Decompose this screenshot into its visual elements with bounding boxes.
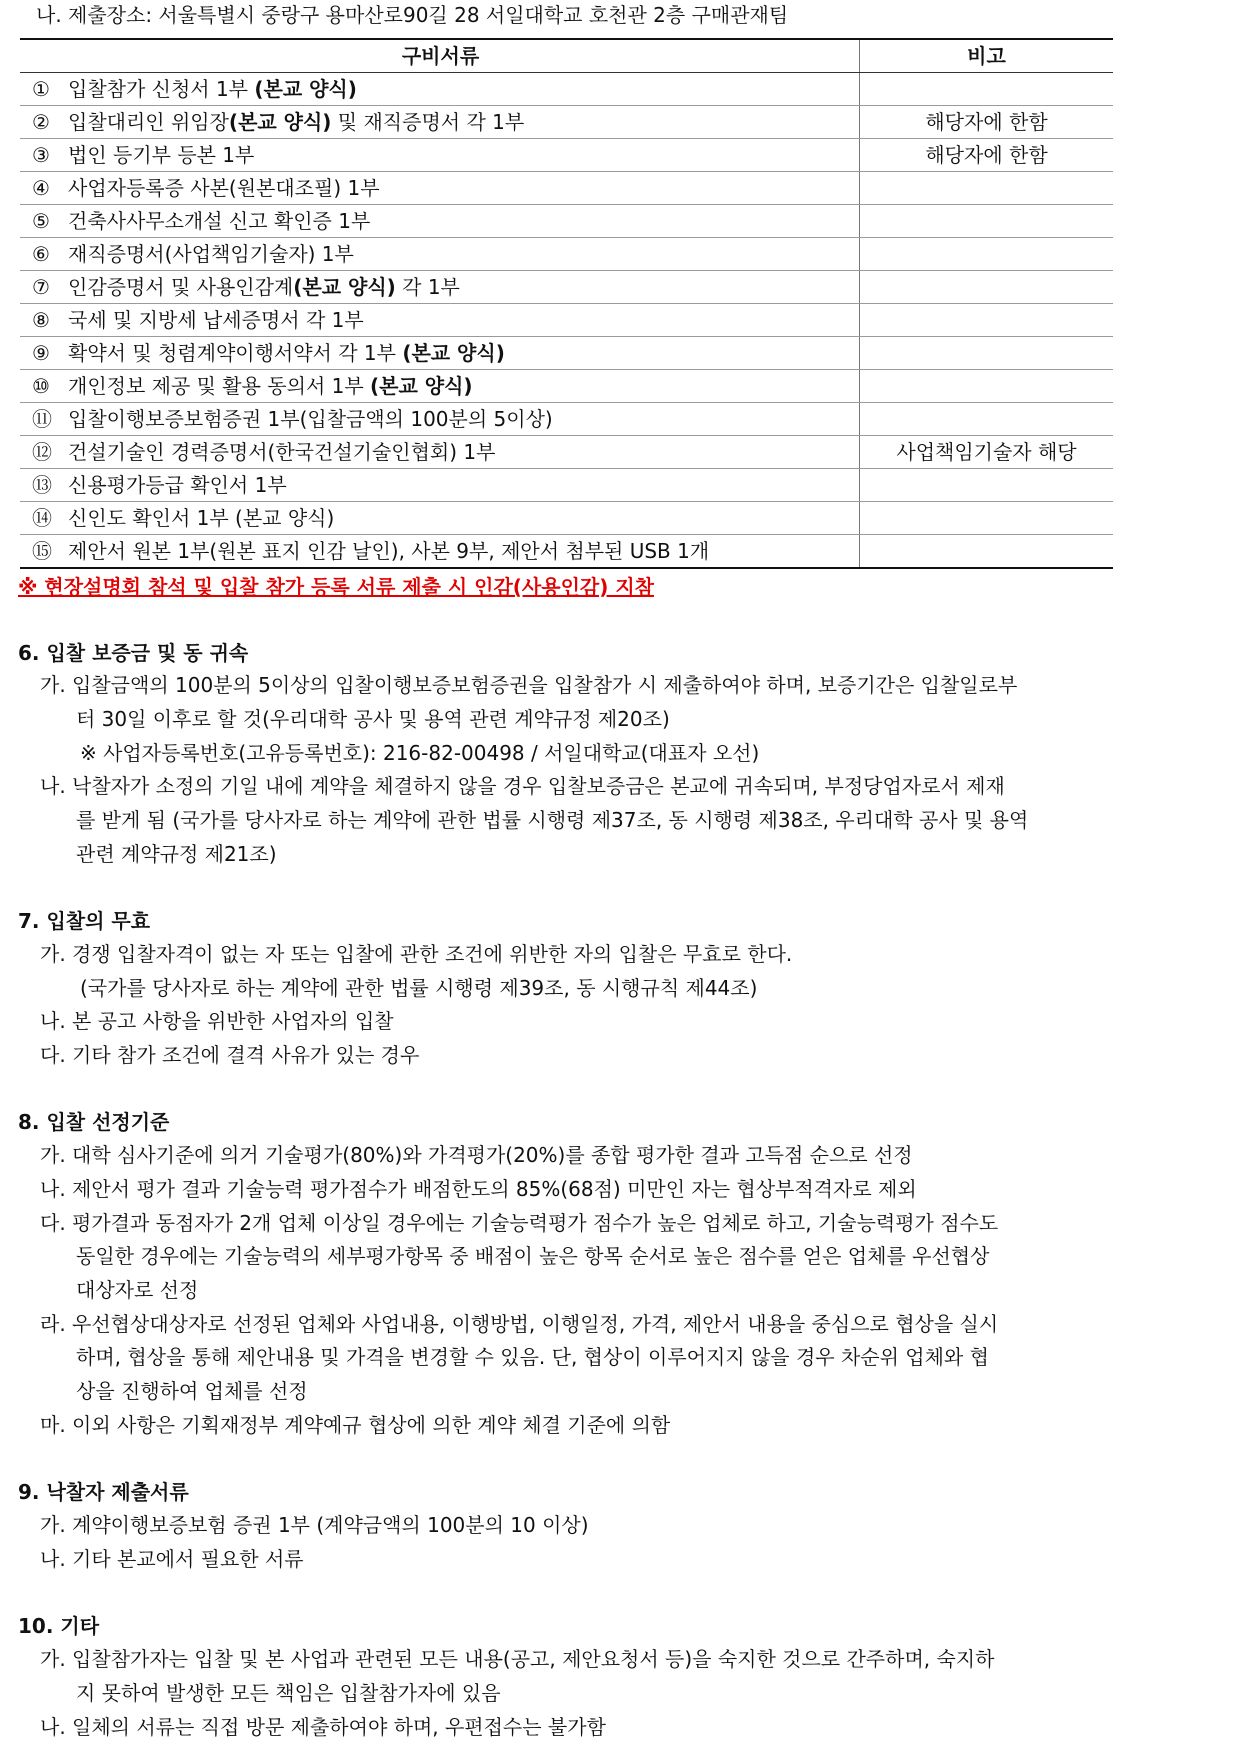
section-8-line: 라. 우선협상대상자로 선정된 업체와 사업내용, 이행방법, 이행일정, 가격, 제안서 내용을 중심으로 협상을 실시 (40, 1312, 999, 1336)
item-text: 인감증명서 및 사용인감계 (68, 275, 294, 299)
remark-cell (860, 73, 1114, 106)
document-cell (20, 403, 860, 436)
section-10-line: 나. 일체의 서류는 직접 방문 제출하여야 하며, 우편접수는 불가함 (40, 1715, 606, 1739)
item-form-note: (본교 양식) (228, 110, 332, 134)
item-number: ⑮ (32, 539, 52, 563)
section-6-line: 를 받게 됨 (국가를 당사자로 하는 계약에 관한 법률 시행령 제37조, 동 시행령 제38조, 우리대학 공사 및 용역 (76, 808, 1029, 832)
table-row (20, 139, 1113, 172)
section-6-line: ※ 사업자등록번호(고유등록번호): 216-82-00498 / 서일대학교(대표자 오선) (80, 741, 760, 765)
document-cell (20, 271, 860, 304)
document-cell (20, 139, 860, 172)
remark-cell (860, 271, 1114, 304)
remark-cell: 사업책임기술자 해당 (860, 436, 1114, 469)
item-text: 입찰이행보증보험증권 1부(입찰금액의 100분의 5이상) (68, 407, 553, 431)
document-cell (20, 106, 860, 139)
item-text-tail: 각 1부 (395, 275, 460, 299)
item-text: 신용평가등급 확인서 1부 (68, 473, 287, 497)
table-row (20, 337, 1113, 370)
item-text: 제안서 원본 1부(원본 표지 인감 날인), 사본 9부, 제안서 첨부된 USB 1개 (68, 539, 710, 563)
item-number: ⑦ (32, 275, 50, 299)
table-row (20, 469, 1113, 502)
item-number: ⑥ (32, 242, 50, 266)
item-text: 신인도 확인서 1부 (본교 양식) (68, 506, 335, 530)
header-documents: 구비서류 (20, 39, 860, 73)
section-8-line: 대상자로 선정 (76, 1278, 199, 1302)
section-9-line: 나. 기타 본교에서 필요한 서류 (40, 1547, 304, 1571)
section-8-line: 동일한 경우에는 기술능력의 세부평가항목 중 배점이 높은 항목 순서로 높은 점수를 얻은 업체를 우선협상 (76, 1244, 990, 1268)
remark-cell (860, 337, 1114, 370)
section-10-line: 가. 입찰참가자는 입찰 및 본 사업과 관련된 모든 내용(공고, 제안요청서 등)을 숙지한 것으로 간주하며, 숙지하 (40, 1647, 995, 1671)
section-8-line: 상을 진행하여 업체를 선정 (76, 1379, 308, 1403)
document-cell (20, 535, 860, 569)
section-7-title: 7. 입찰의 무효 (18, 909, 151, 933)
table-row (20, 502, 1113, 535)
table-row (20, 205, 1113, 238)
section-6-line: 가. 입찰금액의 100분의 5이상의 입찰이행보증보험증권을 입찰참가 시 제출하여야 하며, 보증기간은 입찰일로부 (40, 673, 1018, 697)
table-row (20, 436, 1113, 469)
remark-cell (860, 502, 1114, 535)
item-text: 건축사사무소개설 신고 확인증 1부 (68, 209, 371, 233)
remark-cell (860, 238, 1114, 271)
item-number: ⑪ (32, 407, 52, 431)
item-text: 법인 등기부 등본 1부 (68, 143, 255, 167)
remark-cell: 해당자에 한함 (860, 139, 1114, 172)
section-7-line: 다. 기타 참가 조건에 결격 사유가 있는 경우 (40, 1043, 420, 1067)
section-6-line: 관련 계약규정 제21조) (76, 842, 277, 866)
document-cell (20, 436, 860, 469)
seal-notice: ※ 현장설명회 참석 및 입찰 참가 등록 서류 제출 시 인감(사용인감) 지참 (18, 575, 654, 599)
remark-cell (860, 403, 1114, 436)
table-row (20, 106, 1113, 139)
item-text: 개인정보 제공 및 활용 동의서 1부 (68, 374, 371, 398)
header-remarks: 비고 (860, 39, 1114, 73)
section-10-title: 10. 기타 (18, 1614, 100, 1638)
remark-cell (860, 535, 1114, 569)
table-row (20, 370, 1113, 403)
table-row (20, 304, 1113, 337)
table-row (20, 238, 1113, 271)
item-text-tail: 및 재직증명서 각 1부 (331, 110, 525, 134)
document-cell (20, 73, 860, 106)
item-number: ② (32, 110, 50, 134)
section-8-line: 나. 제안서 평가 결과 기술능력 평가점수가 배점한도의 85%(68점) 미만인 자는 협상부적격자로 제외 (40, 1177, 917, 1201)
section-8-line: 다. 평가결과 동점자가 2개 업체 이상일 경우에는 기술능력평가 점수가 높은 업체로 하고, 기술능력평가 점수도 (40, 1211, 999, 1235)
item-number: ① (32, 77, 50, 101)
document-cell (20, 205, 860, 238)
document-cell (20, 469, 860, 502)
item-text: 입찰대리인 위임장 (68, 110, 229, 134)
document-cell (20, 370, 860, 403)
item-number: ⑨ (32, 341, 50, 365)
remark-cell: 해당자에 한함 (860, 106, 1114, 139)
remark-cell (860, 304, 1114, 337)
item-number: ③ (32, 143, 50, 167)
section-8-line: 마. 이외 사항은 기획재정부 계약예규 협상에 의한 계약 체결 기준에 의함 (40, 1413, 671, 1437)
remark-cell (860, 172, 1114, 205)
item-number: ⑬ (32, 473, 52, 497)
table-row (20, 73, 1113, 106)
document-cell (20, 172, 860, 205)
section-9-line: 가. 계약이행보증보험 증권 1부 (계약금액의 100분의 10 이상) (40, 1513, 589, 1537)
item-text: 재직증명서(사업책임기술자) 1부 (68, 242, 354, 266)
section-10-line: 지 못하여 발생한 모든 책임은 입찰참가자에 있음 (76, 1681, 501, 1705)
remark-cell (860, 370, 1114, 403)
submission-place: 나. 제출장소: 서울특별시 중랑구 용마산로90길 28 서일대학교 호천관 2층 구매관재팀 (36, 3, 789, 27)
section-7-line: 가. 경쟁 입찰자격이 없는 자 또는 입찰에 관한 조건에 위반한 자의 입찰은 무효로 한다. (40, 942, 793, 966)
item-number: ⑤ (32, 209, 50, 233)
item-number: ⑫ (32, 440, 52, 464)
item-form-note: (본교 양식) (254, 77, 357, 101)
table-row (20, 271, 1113, 304)
section-9-title: 9. 낙찰자 제출서류 (18, 1480, 189, 1504)
item-text: 확약서 및 청렴계약이행서약서 각 1부 (68, 341, 403, 365)
item-number: ⑩ (32, 374, 50, 398)
item-form-note: (본교 양식) (370, 374, 473, 398)
section-8-line: 하며, 협상을 통해 제안내용 및 가격을 변경할 수 있음. 단, 협상이 이루어지지 않을 경우 차순위 업체와 협 (76, 1345, 989, 1369)
item-number: ⑭ (32, 506, 52, 530)
document-cell (20, 304, 860, 337)
table-row (20, 535, 1113, 569)
section-8-title: 8. 입찰 선정기준 (18, 1110, 170, 1134)
section-6-line: 나. 낙찰자가 소정의 기일 내에 계약을 체결하지 않을 경우 입찰보증금은 본교에 귀속되며, 부정당업자로서 제재 (40, 774, 1005, 798)
item-form-note: (본교 양식) (293, 275, 396, 299)
table-header-row (20, 39, 1113, 73)
item-text: 국세 및 지방세 납세증명서 각 1부 (68, 308, 364, 332)
document-cell (20, 502, 860, 535)
document-cell (20, 238, 860, 271)
document-cell (20, 337, 860, 370)
item-text: 입찰참가 신청서 1부 (68, 77, 255, 101)
section-6-title: 6. 입찰 보증금 및 동 귀속 (18, 641, 249, 665)
table-row (20, 403, 1113, 436)
section-7-line: (국가를 당사자로 하는 계약에 관한 법률 시행령 제39조, 동 시행규칙 제44조) (80, 976, 758, 1000)
remark-cell (860, 469, 1114, 502)
item-number: ④ (32, 176, 50, 200)
item-text: 사업자등록증 사본(원본대조필) 1부 (68, 176, 380, 200)
section-7-line: 나. 본 공고 사항을 위반한 사업자의 입찰 (40, 1009, 394, 1033)
item-number: ⑧ (32, 308, 50, 332)
table-row (20, 172, 1113, 205)
section-8-line: 가. 대학 심사기준에 의거 기술평가(80%)와 가격평가(20%)를 종합 평가한 결과 고득점 순으로 선정 (40, 1143, 913, 1167)
required-documents-table (20, 38, 1113, 569)
item-text: 건설기술인 경력증명서(한국건설기술인협회) 1부 (68, 440, 496, 464)
item-form-note: (본교 양식) (402, 341, 505, 365)
remark-cell (860, 205, 1114, 238)
section-6-line: 터 30일 이후로 할 것(우리대학 공사 및 용역 관련 계약규정 제20조) (76, 707, 670, 731)
